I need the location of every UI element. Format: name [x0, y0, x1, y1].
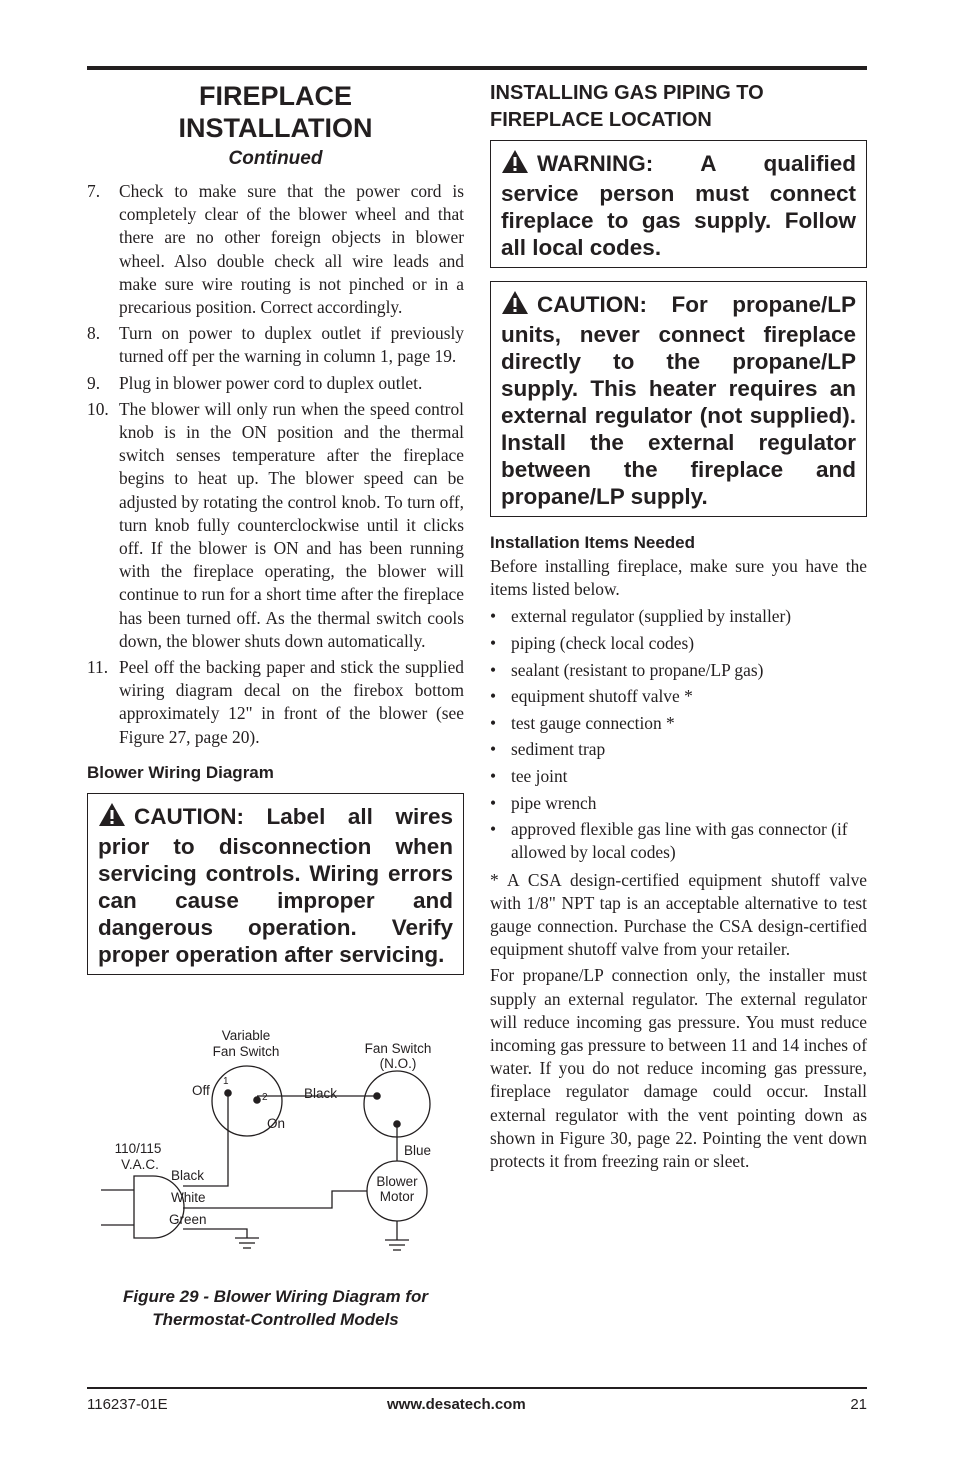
step-text: Turn on power to duplex outlet if previously turned off per the warning in column 1, page 19. — [119, 323, 464, 367]
title-line-2: INSTALLATION — [178, 113, 373, 143]
wiring-heading: Blower Wiring Diagram — [87, 762, 274, 782]
step-number: 8. — [87, 323, 101, 344]
valve-note: * A CSA design-certified equipment shutoff valve with 1/8" NPT tap is an acceptable alternative to test gauge connection. Purchase the CSA design-certified equipment shutoff valve from your retailer. — [490, 869, 867, 960]
warning-triangle-icon — [501, 290, 529, 321]
figure-caption — [87, 1285, 464, 1331]
blower-wiring-diagram — [87, 1020, 464, 1260]
warning-triangle-icon — [501, 149, 529, 180]
gas-piping-heading — [490, 80, 867, 134]
fan-switch-terminal-b — [393, 1120, 401, 1128]
list-item: • approved flexible gas line with gas connector (if allowed by local codes) — [490, 818, 867, 864]
fan-switch-terminal-a — [373, 1092, 381, 1100]
section-subtitle: Continued — [228, 148, 323, 169]
website-link[interactable]: www.desatech.com — [387, 1396, 526, 1413]
steps-list — [87, 180, 464, 749]
items-intro: Before installing fireplace, make sure you have the items listed below. — [490, 556, 867, 600]
items-list — [490, 605, 867, 864]
label-fan-switch-no-2: (N.O.) — [379, 1056, 417, 1071]
left-column — [87, 80, 464, 975]
power-plug — [134, 1176, 184, 1238]
warning-triangle-icon — [98, 802, 126, 833]
list-item: • test gauge connection * — [490, 712, 867, 735]
items-heading: Installation Items Needed — [490, 533, 695, 552]
label-vac-2: V.A.C. — [121, 1157, 159, 1172]
label-pin-2: 2 — [262, 1092, 268, 1103]
regulator-paragraph: For propane/LP connection only, the installer must supply an external regulator. The external regulator will reduce incoming gas pressure. You must reduce incoming gas pressure to between 11 and 14 inches of water. If you do not reduce incoming gas pressure, fireplace regulator damage could occur. Install external regulator with the vent pointing down as shown in Figure 30, page 22. Pointing the vent down protects it from freezing rain or sleet. — [490, 965, 867, 1171]
label-fan-switch-no-1: Fan Switch — [364, 1041, 432, 1056]
label-pin-1: 1 — [223, 1076, 229, 1087]
step-text: Plug in blower power cord to duplex outlet. — [119, 372, 423, 393]
step-8 — [87, 322, 464, 368]
page-number: 21 — [850, 1396, 867, 1413]
section-title — [87, 80, 464, 144]
label-blue: Blue — [404, 1143, 432, 1158]
list-item: • tee joint — [490, 765, 867, 788]
list-item: • sediment trap — [490, 738, 867, 761]
figure-caption-line-1: Figure 29 - Blower Wiring Diagram for — [123, 1287, 428, 1306]
list-item: • pipe wrench — [490, 792, 867, 815]
switch-terminal-2 — [253, 1096, 261, 1104]
step-number: 10. — [87, 398, 109, 419]
label-green: Green — [169, 1212, 207, 1227]
label-motor-1: Blower — [376, 1174, 418, 1189]
label-black-top: Black — [304, 1086, 338, 1101]
step-number: 7. — [87, 181, 101, 201]
step-text: Check to make sure that the power cord is completely clear of the blower wheel and that there are no other foreign objects in blower wheel. Also double check all wire leads and make sure wire routing is not pinched or in a precarious position. Correct accordingly. — [119, 181, 464, 318]
label-off: Off — [192, 1083, 210, 1098]
step-10 — [87, 398, 464, 653]
gas-piping-heading-line-1: INSTALLING GAS PIPING TO — [490, 82, 764, 104]
step-text: The blower will only run when the speed control knob is in the ON position and the thermal switch senses temperature after the fireplace begins to heat up. The blower speed can be adjusted by rotating the control knob. To turn off, turn knob fully counterclockwise until it clicks off. If the blower is ON and has been running with the fireplace operating, the blower will continue to run for a short time after the fireplace has been turned off. As the thermal switch cools down, the blower shuts down automatically. — [119, 398, 464, 651]
step-7 — [87, 180, 464, 319]
switch-terminal-1 — [224, 1089, 232, 1097]
label-variable: Variable — [221, 1028, 271, 1043]
title-line-1: FIREPLACE — [198, 81, 352, 111]
label-fan-switch: Fan Switch — [212, 1044, 280, 1059]
doc-number: 116237-01E — [87, 1396, 168, 1413]
bottom-rule — [87, 1387, 867, 1389]
label-white: White — [171, 1190, 206, 1205]
caution-text: CAUTION: Label all wires prior to disconnection when servicing controls. Wiring errors can cause improper and dangerous operation. Verify proper operation after servicing. — [98, 803, 453, 967]
step-9 — [87, 372, 464, 395]
label-on: On — [267, 1116, 286, 1131]
step-number: 9. — [87, 372, 101, 393]
label-vac-1: 110/115 — [114, 1141, 162, 1156]
top-rule — [87, 66, 867, 70]
caution-box-propane — [490, 281, 867, 517]
label-motor-2: Motor — [379, 1189, 415, 1204]
step-text: Peel off the backing paper and stick the supplied wiring diagram decal on the firebox bottom approximately 12" in front of the blower (see Figure 27, page 20). — [119, 657, 464, 747]
list-item: • sealant (resistant to propane/LP gas) — [490, 659, 867, 682]
gas-piping-heading-line-2: FIREPLACE LOCATION — [490, 109, 712, 131]
warning-box — [490, 140, 867, 268]
figure-caption-line-2: Thermostat-Controlled Models — [152, 1310, 399, 1329]
list-item: • external regulator (supplied by installer) — [490, 605, 867, 628]
step-11 — [87, 656, 464, 749]
step-number: 11. — [87, 657, 109, 678]
label-black: Black — [171, 1168, 205, 1183]
list-item: • equipment shutoff valve * — [490, 685, 867, 708]
right-column — [490, 80, 867, 1173]
caution-box-wiring — [87, 793, 464, 975]
caution-propane-text: CAUTION: For propane/LP units, never connect fireplace directly to the propane/LP supply. This heater requires an external regulator (not supplied). Install the external regulator between the fireplace and propane/LP supply. — [501, 292, 856, 509]
list-item: • piping (check local codes) — [490, 632, 867, 655]
warning-text: WARNING: A qualified service person must connect fireplace to gas supply. Follow all local codes. — [501, 151, 856, 260]
